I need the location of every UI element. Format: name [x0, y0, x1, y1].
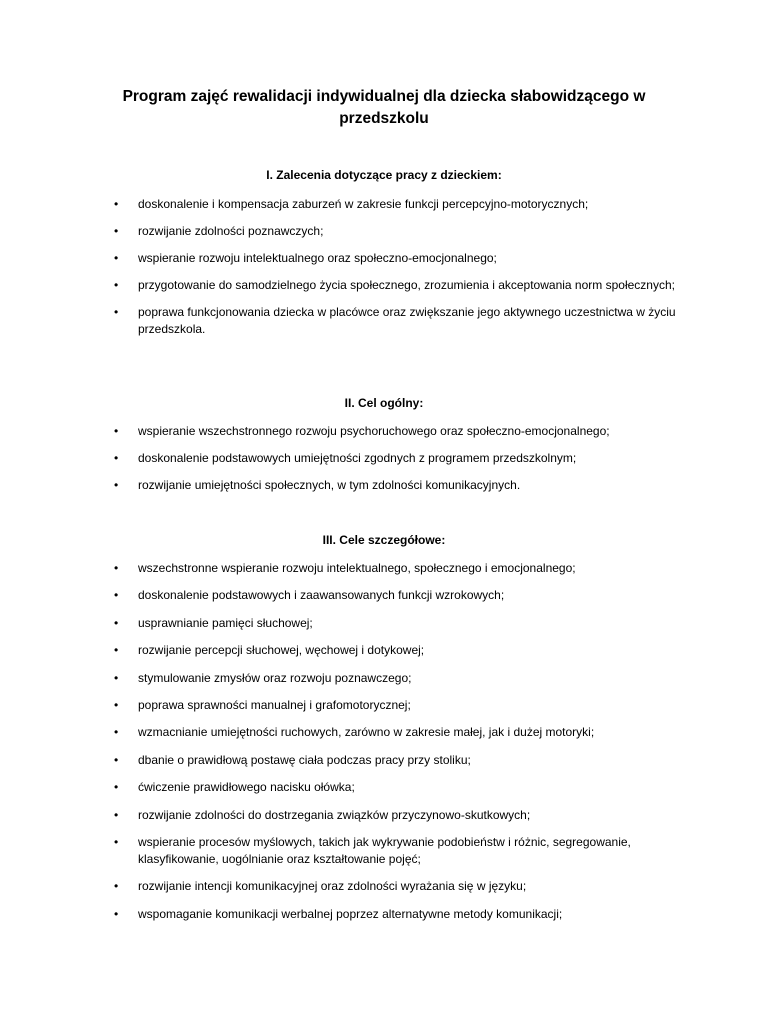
list-item: [0, 560, 768, 577]
list-item: [0, 423, 768, 440]
section-heading-general-goal: II. Cel ogólny:: [344, 396, 424, 410]
list-item-text: rozwijanie zdolności do dostrzegania związków przyczynowo-skutkowych;: [138, 807, 531, 822]
bullet-icon: •: [114, 424, 119, 438]
bullet-icon: •: [114, 807, 119, 822]
list-item-text: doskonalenie podstawowych i zaawansowanych funkcji wzrokowych;: [138, 588, 505, 603]
list-item-text: wspieranie wszechstronnego rozwoju psychoruchowego oraz społeczno-emocjonalnego;: [138, 424, 610, 438]
bullet-icon: •: [114, 251, 119, 265]
bullet-icon: •: [114, 725, 119, 740]
list-item: [0, 304, 768, 338]
general-goal-list: [0, 423, 768, 504]
bullet-icon: •: [114, 197, 119, 211]
list-item: [0, 587, 768, 604]
bullet-icon: •: [114, 780, 119, 795]
bullet-icon: •: [114, 906, 119, 921]
list-item-text: wspieranie procesów myślowych, takich jak wykrywanie podobieństw i różnic, segregowanie, klasyfikowanie, uogólnianie oraz kształtowanie pojęć;: [138, 834, 631, 866]
list-item-text: doskonalenie i kompensacja zaburzeń w zakresie funkcji percepcyjno-motorycznych;: [138, 197, 589, 211]
bullet-icon: •: [114, 478, 119, 492]
bullet-icon: •: [114, 278, 119, 292]
section-heading-recommendations: I. Zalecenia dotyczące pracy z dzieckiem:: [266, 168, 502, 182]
bullet-icon: •: [114, 697, 119, 712]
specific-goals-list: [0, 560, 768, 933]
bullet-icon: •: [114, 615, 119, 630]
list-item: [0, 878, 768, 895]
bullet-icon: •: [114, 752, 119, 767]
list-item-text: wspomaganie komunikacji werbalnej poprzez alternatywne metody komunikacji;: [138, 906, 563, 921]
list-item-text: rozwijanie umiejętności społecznych, w tym zdolności komunikacyjnych.: [138, 478, 521, 492]
bullet-icon: •: [114, 643, 119, 658]
list-item-text: wspieranie rozwoju intelektualnego oraz społeczno-emocjonalnego;: [138, 251, 497, 265]
list-item: [0, 697, 768, 714]
list-item: [0, 223, 768, 240]
list-item-text: ćwiczenie prawidłowego nacisku ołówka;: [138, 780, 355, 795]
bullet-icon: •: [114, 879, 119, 894]
list-item-text: rozwijanie percepcji słuchowej, węchowej i dotykowej;: [138, 643, 425, 658]
list-item: [0, 196, 768, 213]
list-item-text: przygotowanie do samodzielnego życia społecznego, zrozumienia i akceptowania norm społecznych;: [138, 278, 675, 292]
list-item-text: dbanie o prawidłową postawę ciała podczas pracy przy stoliku;: [138, 752, 471, 767]
list-item: [0, 277, 768, 294]
list-item: [0, 906, 768, 923]
list-item-text: poprawa funkcjonowania dziecka w placówce oraz zwiększanie jego aktywnego uczestnictwa w życiu przedszkola.: [138, 305, 676, 336]
list-item-text: usprawnianie pamięci słuchowej;: [138, 615, 313, 630]
bullet-icon: •: [114, 305, 119, 319]
list-item-text: doskonalenie podstawowych umiejętności zgodnych z programem przedszkolnym;: [138, 451, 577, 465]
list-item-text: poprawa sprawności manualnej i grafomotorycznej;: [138, 697, 411, 712]
list-item: [0, 807, 768, 824]
list-item: [0, 752, 768, 769]
bullet-icon: •: [114, 451, 119, 465]
list-item: [0, 615, 768, 632]
list-item: [0, 670, 768, 687]
list-item: [0, 477, 768, 494]
document-title: Program zajęć rewalidacji indywidualnej dla dziecka słabowidzącego w przedszkolu: [122, 88, 646, 127]
bullet-icon: •: [114, 670, 119, 685]
list-item: [0, 642, 768, 659]
list-item: [0, 834, 768, 868]
bullet-icon: •: [114, 588, 119, 603]
list-item-text: stymulowanie zmysłów oraz rozwoju poznawczego;: [138, 670, 412, 685]
list-item: [0, 450, 768, 467]
list-item: [0, 250, 768, 267]
bullet-icon: •: [114, 224, 119, 238]
list-item-text: rozwijanie intencji komunikacyjnej oraz zdolności wyrażania się w języku;: [138, 879, 527, 894]
section-heading-specific-goals: III. Cele szczegółowe:: [322, 533, 446, 547]
list-item-text: wzmacnianie umiejętności ruchowych, zarówno w zakresie małej, jak i dużej motoryki;: [138, 725, 595, 740]
list-item-text: rozwijanie zdolności poznawczych;: [138, 224, 324, 238]
list-item: [0, 724, 768, 741]
bullet-icon: •: [114, 561, 119, 575]
list-item: [0, 779, 768, 796]
recommendations-list: [0, 196, 768, 348]
bullet-icon: •: [114, 834, 119, 849]
list-item-text: wszechstronne wspieranie rozwoju intelektualnego, społecznego i emocjonalnego;: [138, 561, 576, 575]
